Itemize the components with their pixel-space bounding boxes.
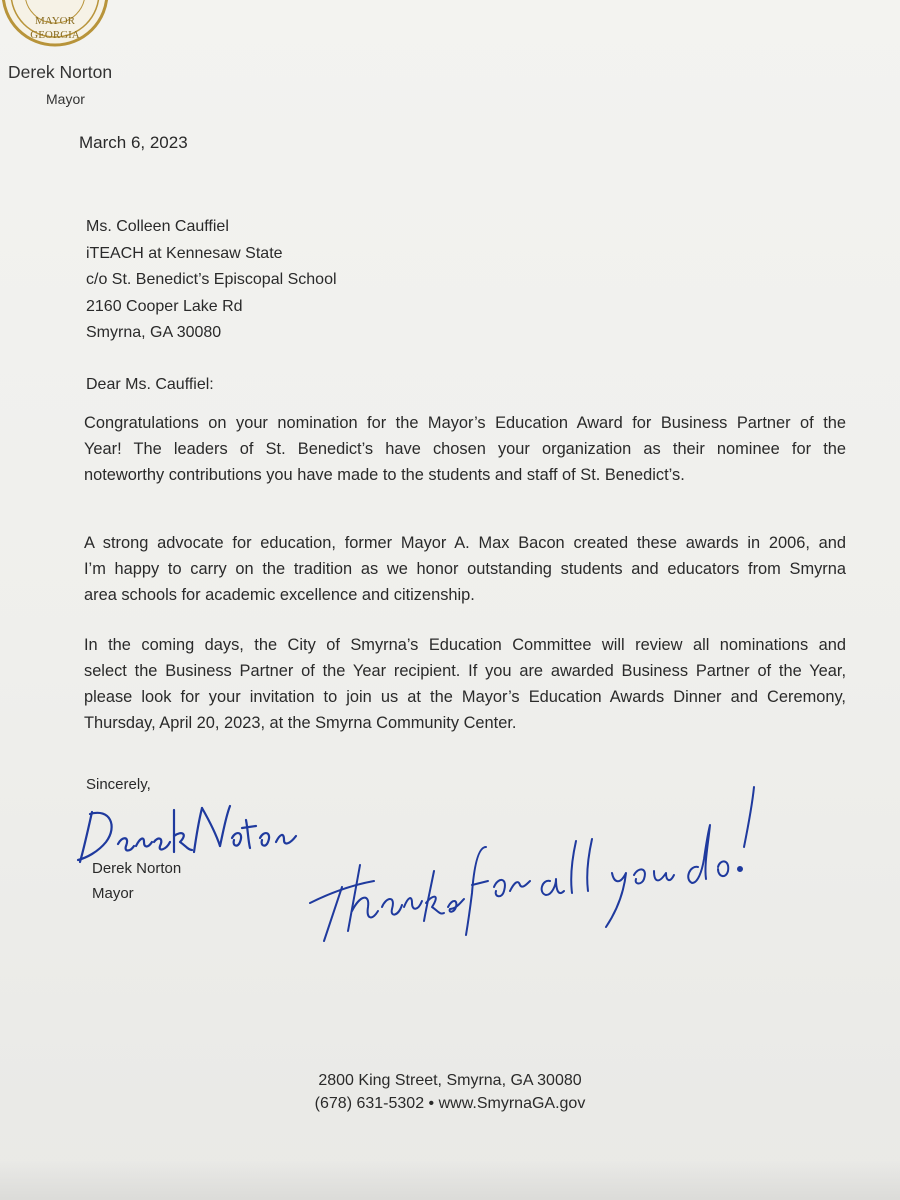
paragraph-line: select the Business Partner of the Year recipient. If you are awarded Business Partner of the Year, bbox=[84, 662, 846, 680]
handwritten-note bbox=[300, 775, 770, 955]
address-line: c/o St. Benedict’s Episcopal School bbox=[86, 271, 337, 288]
address-line: Smyrna, GA 30080 bbox=[86, 324, 222, 341]
body-paragraph bbox=[84, 530, 846, 608]
footer-website[interactable]: www.SmyrnaGA.gov bbox=[438, 1095, 586, 1112]
body-paragraph bbox=[84, 410, 846, 488]
paragraph-line: please look for your invitation to join us at the Mayor’s Education Awards Dinner and Ceremony, bbox=[84, 688, 846, 706]
letter-date: March 6, 2023 bbox=[79, 133, 188, 152]
footer-contact bbox=[0, 1095, 900, 1113]
paragraph-line: area schools for academic excellence and citizenship. bbox=[84, 586, 475, 604]
city-seal bbox=[0, 0, 110, 48]
address-line: iTEACH at Kennesaw State bbox=[86, 245, 283, 262]
signer-name: Derek Norton bbox=[92, 860, 182, 877]
paragraph-line: Congratulations on your nomination for the Mayor’s Education Award for Business Partner of the bbox=[84, 414, 846, 432]
salutation: Dear Ms. Cauffiel: bbox=[86, 376, 214, 393]
footer-phone: (678) 631-5302 bbox=[314, 1095, 425, 1112]
letterhead-name: Derek Norton bbox=[8, 62, 113, 82]
paragraph-line: noteworthy contributions you have made to the students and staff of St. Benedict’s. bbox=[84, 466, 685, 484]
signer-title: Mayor bbox=[92, 885, 134, 902]
paragraph-line: Thursday, April 20, 2023, at the Smyrna Community Center. bbox=[84, 714, 517, 732]
page-shadow bbox=[0, 1160, 900, 1200]
address-line: Ms. Colleen Cauffiel bbox=[86, 218, 229, 235]
paragraph-line: A strong advocate for education, former Mayor A. Max Bacon created these awards in 2006, and bbox=[84, 534, 846, 552]
closing: Sincerely, bbox=[86, 776, 151, 793]
letterhead-title: Mayor bbox=[46, 91, 85, 107]
paragraph-line: In the coming days, the City of Smyrna’s Education Committee will review all nominations and bbox=[84, 636, 846, 654]
footer-separator: • bbox=[428, 1095, 435, 1112]
seal-text-mayor: MAYOR bbox=[35, 15, 75, 27]
footer-address: 2800 King Street, Smyrna, GA 30080 bbox=[318, 1072, 582, 1089]
paragraph-line: Year! The leaders of St. Benedict’s have chosen your organization as their nominee for the bbox=[84, 440, 846, 458]
body-paragraph bbox=[84, 632, 846, 736]
address-line: 2160 Cooper Lake Rd bbox=[86, 298, 243, 315]
seal-text-georgia: GEORGIA bbox=[30, 29, 80, 41]
paragraph-line: I’m happy to carry on the tradition as we honor outstanding students and educators from Smyrna bbox=[84, 560, 846, 578]
